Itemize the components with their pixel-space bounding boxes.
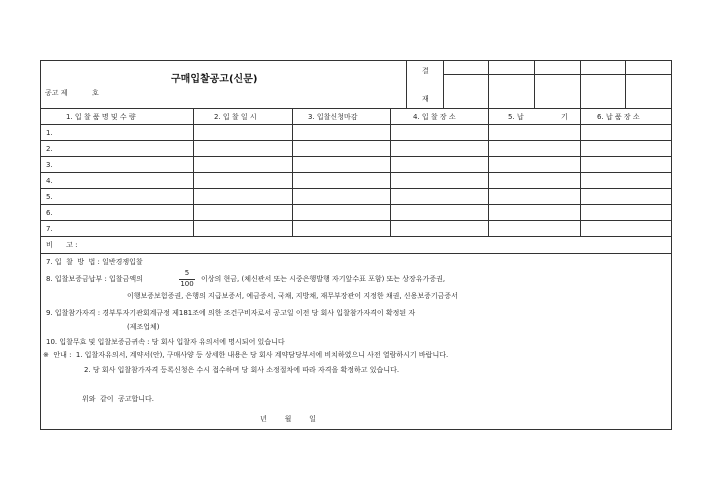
approval-divider — [443, 60, 444, 108]
header-delivery-term-left: 5. 납 — [508, 113, 524, 121]
approval-col-3 — [534, 60, 535, 108]
notice-number-suffix: 호 — [92, 89, 99, 97]
closing-statement: 위와 같이 공고합니다. — [82, 395, 154, 403]
row-line-7 — [40, 236, 672, 237]
row-label-4: 4. — [46, 177, 53, 185]
row-line-5 — [40, 204, 672, 205]
section-deposit-label: 8. 입찰보증금납부 : 입찰금액의 — [46, 275, 143, 283]
section-deposit-text-2: 이행보증보험증권, 은행의 지급보증서, 예금증서, 국채, 지방채, 재무부장관이 지정한 채권, 신용보증기금증서 — [127, 292, 458, 300]
header-delivery-location: 6. 납 품 장 소 — [597, 113, 640, 121]
approval-header-row-line — [443, 74, 672, 75]
row-label-2: 2. — [46, 145, 53, 153]
outer-border-bottom — [40, 429, 672, 430]
header-bid-location: 4. 입 찰 장 소 — [413, 113, 456, 121]
section-invalidation: 10. 입찰무효 및 입찰보증금귀속 : 당 회사 입찰자 유의서에 명시되어 있습니다 — [46, 338, 285, 346]
approval-col-4 — [580, 60, 581, 108]
row-label-5: 5. — [46, 193, 53, 201]
approval-box-left — [406, 60, 407, 108]
remarks-bottom-line — [40, 253, 672, 254]
approval-col-5 — [625, 60, 626, 108]
date-line: 년 월 일 — [260, 415, 316, 423]
section-bid-method: 7. 입 찰 방 법 : 일반경쟁입찰 — [46, 258, 143, 266]
section-eligibility: 9. 입찰참가자격 : 경부투자기관회계규정 제181조에 의한 조건구비자로서 공고일 이전 당 회사 입찰참가자격이 확정된 자 — [46, 309, 416, 317]
note-1: ※ 안내 : 1. 입찰자유의서, 계약서(안), 구매사양 등 상세한 내용은 당 회사 계약담당부서에 비치하였으니 사전 열람하시기 바랍니다. — [43, 351, 449, 359]
document-title: 구매입찰공고(신문) — [171, 74, 258, 85]
table-top-border — [40, 108, 672, 109]
row-label-3: 3. — [46, 161, 53, 169]
section-eligibility-sub: (제조업체) — [127, 323, 160, 331]
tender-notice-document — [40, 60, 672, 430]
deposit-fraction-denominator: 100 — [180, 280, 194, 288]
outer-border-right — [671, 60, 672, 430]
section-deposit-text: 이상의 현금, (체신관서 또는 시중은행발행 자기앞수표 포함) 또는 상장유가증권, — [201, 275, 446, 283]
row-line-2 — [40, 156, 672, 157]
row-line-3 — [40, 172, 672, 173]
notice-number-label: 공고 제 — [45, 89, 68, 97]
outer-border-left — [40, 60, 41, 430]
deposit-fraction-numerator: 5 — [184, 269, 190, 277]
header-application-deadline: 3. 입찰신청마감 — [308, 113, 358, 121]
approval-label-2: 재 — [422, 95, 429, 103]
row-line-4 — [40, 188, 672, 189]
remarks-label: 비 고 : — [46, 241, 78, 249]
row-label-6: 6. — [46, 209, 53, 217]
note-2: 2. 당 회사 입찰참가자격 등록신청은 수시 접수하며 당 회사 소정절차에 따라 자격을 확정하고 있습니다. — [84, 366, 400, 374]
table-header-bottom — [40, 124, 672, 125]
header-item-quantity: 1. 입 찰 품 명 및 수 량 — [66, 113, 136, 121]
outer-border-top — [40, 60, 672, 61]
row-line-6 — [40, 220, 672, 221]
row-label-7: 7. — [46, 225, 53, 233]
row-line-1 — [40, 140, 672, 141]
header-delivery-term-right: 기 — [561, 113, 568, 121]
approval-col-2 — [488, 60, 489, 108]
header-bid-date: 2. 입 찰 일 시 — [214, 113, 257, 121]
row-label-1: 1. — [46, 129, 53, 137]
approval-label-1: 결 — [422, 67, 429, 75]
